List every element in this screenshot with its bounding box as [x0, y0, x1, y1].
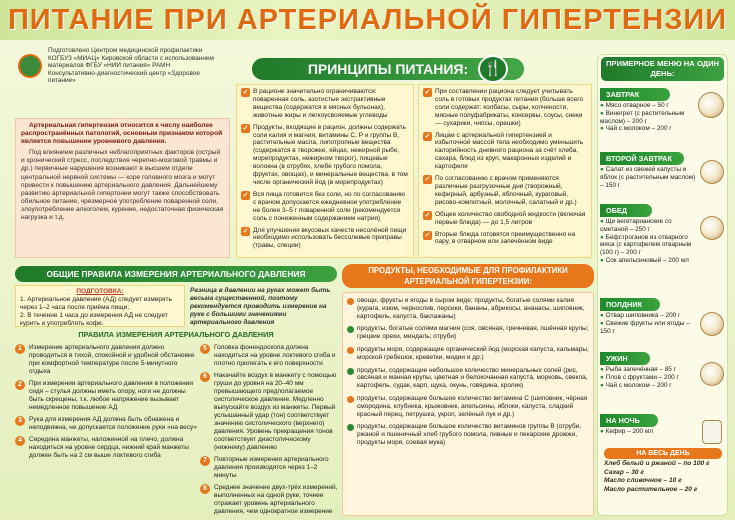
bullet-icon — [347, 396, 354, 403]
products-header: ПРОДУКТЫ, НЕОБХОДИМЫЕ ДЛЯ ПРОФИЛАКТИКИ АРТЕРИАЛЬНОЙ ГИПЕРТЕНЗИИ: — [342, 264, 594, 288]
organization-credits: Подготовлено Центром медицинской профилактики КОГБУЗ «МИАЦ» Кировской области с использованием материалов ФГБУ «НИИ питания» РАМН Консультативно-диагностический центр «Здоровое питание» — [48, 47, 214, 85]
bullet-icon — [347, 298, 354, 305]
list-item: ✓ По согласованию с врачом применяются различные разгрузочные дни (творожный, кефирный, арбузный, яблочный, кураговый, рисово-компотный, молочный, салатный и др.) — [424, 175, 577, 206]
menu-header: ПРИМЕРНОЕ МЕНЮ НА ОДИН ДЕНЬ: — [601, 57, 724, 81]
whole-day-header: НА ВЕСЬ ДЕНЬ — [604, 448, 722, 459]
step-number: 7 — [200, 456, 210, 466]
list-item: овощи, фрукты и ягоды в сыром виде; продукты, богатые солями калия (курага, изюм, чернослив, персики, бананы, абрикосы, ананасы, шиповник, картофель, капуста, баклажаны) — [347, 297, 589, 320]
check-icon: ✓ — [242, 89, 249, 96]
list-item: ✓ Для улучшения вкусовых качеств несолёной пищи необходимо использовать бессолевые приправы (травы, специи) — [242, 226, 407, 250]
step-number: 5 — [200, 344, 210, 354]
check-icon: ✓ — [424, 176, 431, 184]
logo — [18, 54, 42, 78]
intro-body: Под влиянием различных неблагоприятных факторов (острый и хронический стресс, последствия черепно-мозговой травмы и др.) первичные нарушения возникают в высшем отделе центральной нервной системы — коре головного мозга и могут привести к повышению артериального давления. Дальнейшему развитию артериальной гипертонии могут также способствовать обильное питание, чрезмерное употребление поваренной соли, злоупотребление алкоголем, курение, недостаточная физическая нагрузка и т.д. — [21, 149, 224, 222]
step-number: 2 — [15, 380, 25, 390]
preparation-title: ПОДГОТОВКА: — [76, 288, 124, 295]
list-item: ✓ Лицам с артериальной гипертензией и избыточной массой тела необходимо уменьшить калорийность дневного рациона за счёт хлеба, сахара, блюд из круп, макаронных изделий и картофеля — [424, 131, 584, 171]
list-item: 2 При измерении артериального давления в положении сидя – стулья должны иметь опору, ноги не должны быть скрещены, т.к. любое напряжение вызывает немедленное повышение АД — [15, 380, 197, 412]
principles-column-1 — [236, 84, 414, 258]
meal-lunch-items — [600, 218, 696, 265]
rules-right — [200, 344, 338, 516]
check-icon: ✓ — [424, 211, 431, 219]
page-title-banner — [0, 0, 735, 40]
list-item: 3 Рука для измерения АД должна быть обнажена и неподвижна, не допускается положение руки «на весу» — [15, 416, 197, 432]
intro-text — [15, 118, 230, 258]
check-icon: ✓ — [242, 227, 249, 235]
list-item: 5 Головка фонендоскопа должна находиться на уровне локтевого сгиба и плотно прилегать к его поверхности — [200, 344, 338, 368]
meal-night: НА НОЧЬ — [600, 414, 658, 427]
list-item: ✓ Продукты, входящие в рацион, должны содержать соли калия и магния, витамины С, Р и группы В, растительные масла, липотропные вещества (содержатся в творожке, яйцах, нежирной рыбе, морепродуктах, нежирном творог), пищевые волокна (в отрубях, хлебе грубого помола, фруктах, овощах), и минеральные вещества, в том числе органический йод (в морепродуктах) — [242, 123, 408, 186]
bullet-icon — [347, 368, 354, 375]
list-item: продукты, богатые солями магния (соя, овсяная, гречневая, пшённая крупы; грецкие орехи, миндаль; отруби) — [347, 325, 589, 341]
food-image — [700, 362, 724, 386]
list-item: ● Щи вегетарианские со сметаной – 250 г — [600, 218, 672, 233]
list-item: ✓ В рационе значительно ограничиваются: поваренная соль, азотистые экстрактивные вещества (содержатся в мясных бульонах), животные жиры и легкоусвояемые углеводы — [242, 88, 388, 119]
list-item: ● Сок апельсиновый – 200 мл — [600, 256, 689, 264]
preparation-item: 2. В течение 1 часа до измерения АД не следует курить и употреблять кофе. — [20, 312, 168, 327]
meal-snack-items — [600, 312, 696, 335]
food-image — [698, 92, 724, 118]
check-icon: ✓ — [242, 191, 249, 199]
list-item: 7 Повторные измерения артериального давления производятся через 1–2 минуты — [200, 456, 338, 480]
list-item: ✓ Общее количество свободной жидкости (включая первые блюда) — до 1,5 литров — [424, 210, 586, 226]
meal-second-breakfast: ВТОРОЙ ЗАВТРАК — [600, 152, 684, 165]
measure-header: ОБЩИЕ ПРАВИЛА ИЗМЕРЕНИЯ АРТЕРИАЛЬНОГО ДАВЛЕНИЯ — [15, 266, 337, 282]
meal-night-items — [600, 428, 696, 436]
hands-note: Разница в давлении на руках может быть весьма существенной, поэтому рекомендуется проводить измерение на руке с большими значениями артериального давления — [190, 287, 331, 326]
meal-breakfast-items — [600, 102, 696, 133]
page-title: ПИТАНИЕ ПРИ АРТЕРИАЛЬНОЙ ГИПЕРТЕНЗИИ — [7, 3, 728, 36]
preparation-item: 1. Артериальное давление (АД) следует измерять через 1–2 часа после приёма пищи; — [20, 296, 172, 311]
list-item: ● Мясо отварное – 50 г — [600, 102, 669, 109]
list-item: ● Кефир – 200 мл — [600, 428, 653, 435]
bullet-icon — [347, 424, 354, 431]
kefir-glass-image — [702, 420, 722, 444]
fork-knife-icon: 🍴 — [478, 55, 508, 83]
list-item: 6 Накачайте воздух в манжету с помощью груши до уровня на 20–40 мм превышающего предполагаемое систолическое давление. Медленно выпускайте воздух из манжеты. Первый услышанный удар (тон) соответствует значению систолического (верхнего) давления. Уровень прекращения тонов соответствует диастолическому (нижнему) давлению — [200, 372, 338, 452]
list-item: ● Чай с молоком – 200 г — [600, 381, 672, 389]
food-image — [700, 216, 724, 240]
list-item: ● Свежие фрукты или ягоды – 150 г — [600, 319, 690, 335]
bullet-icon — [347, 326, 354, 333]
meal-dinner-items — [600, 366, 696, 389]
products-list — [342, 292, 594, 516]
list-item: ✓ При составлении рациона следует учитывать соль в готовых продуктах питания (больше всего соли содержат: колбасы, сыры, копчености, мясные полуфабрикаты, консервы, соусы, снеки — сухарики, чипсы, орешки) — [424, 88, 584, 127]
list-item: ● Бефстроганов из отварного мяса (с картофелем отварным (100 г) – 200 г — [600, 233, 692, 257]
list-item: Сахар – 30 г — [604, 468, 644, 476]
list-item: продукты, содержащие небольшое количество минеральных солей (рис, овсяная и манная крупы, цветная и белокочанная капуста, морковь, свекла, картофель, судак, карп, щука, окунь, говядина, кролик) — [347, 367, 589, 390]
preparation-box — [15, 285, 185, 327]
list-item: Масло сливочное – 10 г — [604, 477, 682, 485]
list-item: 8 Среднее значение двух-трёх измерений, выполненных на одной руке, точнее отражает уровень артериального давления, чем однократное измерение — [200, 484, 338, 516]
principles-header: ПРИНЦИПЫ ПИТАНИЯ: — [252, 58, 524, 80]
list-item: ● Рыба запечённая – 85 г — [600, 366, 676, 373]
list-item: Хлеб белый и ржаной – по 100 г — [604, 460, 710, 467]
meal-second-breakfast-items — [600, 166, 696, 189]
list-item: 1 Измерение артериального давления должно проводиться в тихой, спокойной и удобной обстановке при комфортной температуре после 5-минутного отдыха — [15, 344, 197, 376]
intro-lead: Артериальная гипертензия относится к числу наиболее распространённых патологий, основным признаком которой является повышение уровневого давления. — [21, 122, 223, 146]
check-icon: ✓ — [424, 132, 431, 140]
list-item: продукты, содержащие большое количество витаминов группы В (отруби, ржаной и пшеничный хлеб грубого помола, пивные и пекарские дрожжи, продукты моря, соевая мука) — [347, 423, 589, 446]
whole-day-items — [604, 460, 722, 494]
meal-lunch: ОБЕД — [600, 204, 652, 217]
list-item: Масло растительное – 20 г — [604, 485, 698, 493]
list-item: ● Отвар шиповника – 200 г — [600, 312, 681, 319]
list-item: ✓ Вся пища готовится без соли, но по согласованию с врачом допускается ежедневное употребление не более 3–5 г поваренной соли (рекомендуется соль с пониженным содержанием натрия) — [242, 190, 405, 222]
list-item: 4 Середина манжеты, наложенной на плечо, должна находиться на уровне сердца, нижний край манжеты должен быть на 2 см выше локтевого сгиба — [15, 436, 197, 460]
check-icon: ✓ — [242, 124, 249, 132]
list-item: ● Чай с молоком – 200 г — [600, 125, 672, 133]
list-item: продукты моря, содержащие органический йод (морская капуста, кальмары, морской гребешок, креветки, мидии и др.) — [347, 346, 589, 362]
step-number: 6 — [200, 372, 210, 382]
meal-breakfast: ЗАВТРАК — [600, 88, 670, 101]
food-image — [700, 312, 724, 336]
list-item: ● Плов с фруктами – 200 г — [600, 373, 679, 381]
step-number: 3 — [15, 416, 25, 426]
principles-column-2 — [418, 84, 592, 258]
check-icon: ✓ — [424, 89, 431, 96]
check-icon: ✓ — [424, 231, 431, 239]
rules-left — [15, 344, 197, 516]
step-number: 4 — [15, 436, 25, 446]
food-image — [700, 160, 724, 184]
list-item: ✓ Вторые блюда готовятся преимущественно на пару, в отварном или запечённом виде — [424, 230, 576, 246]
meal-dinner: УЖИН — [600, 352, 650, 365]
meal-snack: ПОЛДНИК — [600, 298, 660, 311]
step-number: 8 — [200, 484, 210, 494]
list-item: продукты, содержащие большое количество витамина С (шиповник, чёрная смородина, клубника, крыжовник, апельсины, яблоки, капуста, сладкий красный перец, петрушка, укроп, зелёный лук и др.) — [347, 395, 589, 418]
step-number: 1 — [15, 344, 25, 354]
list-item: ● Салат из свежей капусты и яблок (с растительным маслом) – 150 г — [600, 166, 696, 189]
list-item: ● Винегрет (с растительным маслом) – 200 г — [600, 109, 685, 125]
rules-title: ПРАВИЛА ИЗМЕРЕНИЯ АРТЕРИАЛЬНОГО ДАВЛЕНИЯ — [78, 330, 274, 339]
bullet-icon — [347, 347, 354, 354]
